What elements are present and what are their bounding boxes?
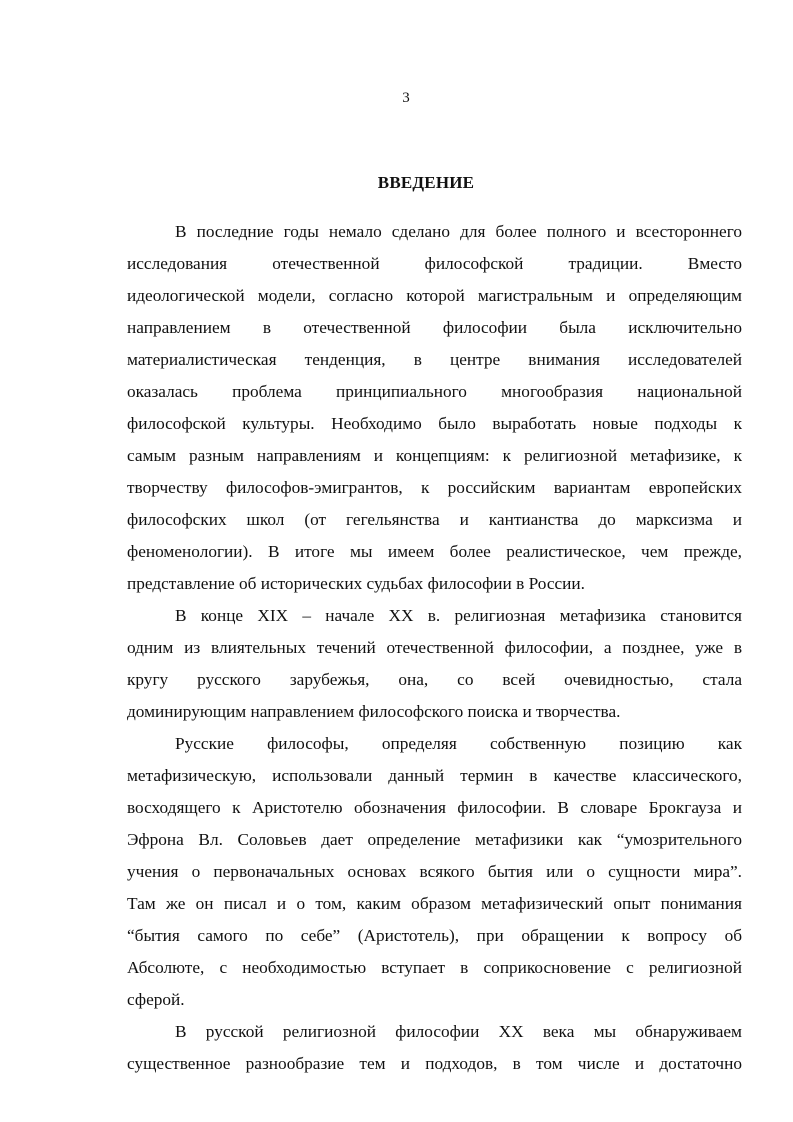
section-title: ВВЕДЕНИЕ — [377, 173, 475, 192]
text-line: материалистическая тенденция, в центре внимания исследователей — [127, 350, 742, 369]
text-line: Абсолюте, с необходимостью вступает в соприкосновение с религиозной — [127, 958, 742, 977]
text-line: философской культуры. Необходимо было выработать новые подходы к — [127, 414, 742, 433]
text-line: самым разным направлениям и концепциям: к религиозной метафизике, к — [127, 446, 742, 465]
text-line: учения о первоначальных основах всякого бытия или о сущности мира”. — [127, 862, 742, 881]
text-line: Эфрона Вл. Соловьев дает определение метафизики как “умозрительного — [127, 830, 742, 849]
text-line: В конце XIX – начале XX в. религиозная метафизика становится — [175, 606, 742, 625]
text-line: направлением в отечественной философии была исключительно — [127, 318, 742, 337]
text-line: “бытия самого по себе” (Аристотель), при обращении к вопросу об — [127, 926, 742, 945]
text-line: В русской религиозной философии XX века мы обнаруживаем — [175, 1022, 742, 1041]
body-text — [127, 220, 742, 1084]
text-line: существенное разнообразие тем и подходов, в том числе и достаточно — [127, 1054, 742, 1073]
text-line: оказалась проблема принципиального многообразия национальной — [127, 382, 742, 401]
text-line: восходящего к Аристотелю обозначения философии. В словаре Брокгауза и — [127, 798, 742, 817]
text-line: кругу русского зарубежья, она, со всей очевидностью, стала — [127, 670, 742, 689]
text-line: Там же он писал и о том, каким образом метафизический опыт понимания — [127, 894, 742, 913]
text-line: одним из влиятельных течений отечественной философии, а позднее, уже в — [127, 638, 742, 657]
text-line: философских школ (от гегельянства и кантианства до марксизма и — [127, 510, 742, 529]
text-line: идеологической модели, согласно которой магистральным и определяющим — [127, 286, 742, 305]
text-line: представление об исторических судьбах философии в России. — [127, 574, 585, 593]
text-line: феноменологии). В итоге мы имеем более реалистическое, чем прежде, — [127, 542, 742, 561]
text-line: В последние годы немало сделано для более полного и всестороннего — [175, 222, 742, 241]
text-line: доминирующим направлением философского поиска и творчества. — [127, 702, 621, 721]
text-line: творчеству философов-эмигрантов, к российским вариантам европейских — [127, 478, 742, 497]
text-line: сферой. — [127, 990, 185, 1009]
text-line: метафизическую, использовали данный термин в качестве классического, — [127, 766, 742, 785]
text-line: исследования отечественной философской традиции. Вместо — [127, 254, 742, 273]
page-number: 3 — [402, 90, 410, 106]
text-line: Русские философы, определяя собственную позицию как — [175, 734, 742, 753]
